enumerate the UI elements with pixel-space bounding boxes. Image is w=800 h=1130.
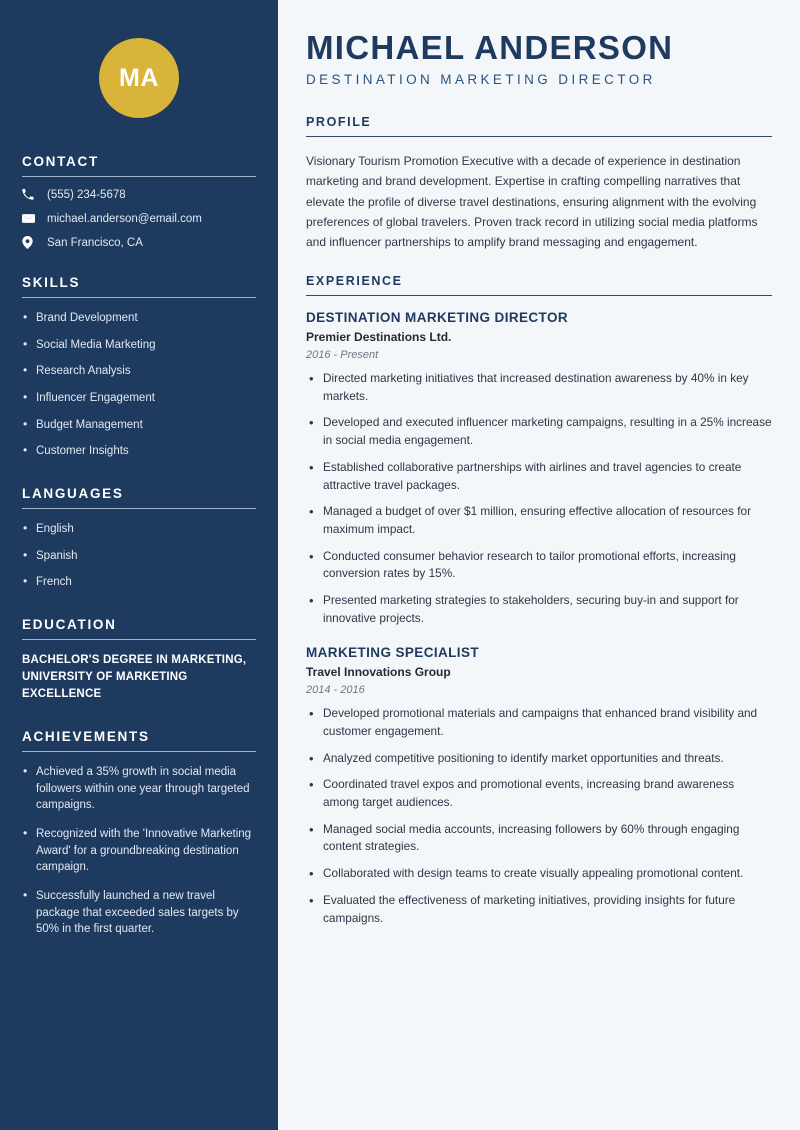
list-item: • Developed promotional materials and campaigns that enhanced brand visibility and customer engagement. [306,705,772,740]
languages-divider [22,508,256,509]
achievements-heading: ACHIEVEMENTS [22,729,150,745]
list-item: • Developed and executed influencer marketing campaigns, resulting in a 25% increase in social media engagement. [306,414,772,449]
experience-dates: 2016 - Present [306,349,379,362]
contact-section [22,154,256,249]
avatar-container [22,0,256,154]
list-item: • French [22,574,256,591]
achievements-list [22,764,256,938]
list-item: • Research Analysis [22,363,256,380]
list-item: • Customer Insights [22,443,256,460]
experience-company: Travel Innovations Group [306,665,451,680]
experience-bullets [306,370,772,627]
list-item: • Social Media Marketing [22,337,256,354]
phone-icon [22,189,40,201]
profile-section [306,115,772,252]
list-item: • Evaluated the effectiveness of marketing initiatives, providing insights for future campaigns. [306,892,772,927]
list-item: • Conducted consumer behavior research to tailor promotional efforts, increasing conversion rates by 15%. [306,548,772,583]
profile-heading: PROFILE [306,115,372,130]
languages-heading: LANGUAGES [22,486,124,502]
languages-list [22,521,256,591]
experience-bullets [306,705,772,927]
education-heading: EDUCATION [22,617,117,633]
contact-item-phone[interactable] [22,189,256,201]
contact-divider [22,176,256,177]
sidebar [0,0,278,1130]
location-pin-icon [22,236,40,249]
experience-heading: EXPERIENCE [306,274,403,289]
experience-company: Premier Destinations Ltd. [306,330,452,345]
skills-section [22,275,256,460]
list-item: • Managed social media accounts, increasing followers by 60% through engaging content strategies. [306,821,772,856]
list-item: • Directed marketing initiatives that increased destination awareness by 40% in key markets. [306,370,772,405]
skills-divider [22,297,256,298]
experience-dates: 2014 - 2016 [306,684,365,697]
experience-role: DESTINATION MARKETING DIRECTOR [306,310,569,326]
main-content [278,0,800,1130]
contact-heading: CONTACT [22,154,99,169]
experience-section [306,274,772,927]
education-section [22,617,256,703]
list-item: • Successfully launched a new travel package that exceeded sales targets by 50% in the first quarter. [22,888,256,938]
list-item: • Achieved a 35% growth in social media followers within one year through targeted campaigns. [22,764,256,814]
contact-phone-value: (555) 234-5678 [47,189,126,201]
list-item: • Coordinated travel expos and promotional events, increasing brand awareness among target audiences. [306,776,772,811]
contact-list [22,189,256,249]
list-item: • Brand Development [22,310,256,327]
contact-item-email[interactable] [22,212,256,225]
contact-item-location[interactable] [22,236,256,249]
experience-entry [306,310,772,627]
achievements-section [22,729,256,938]
education-divider [22,639,256,640]
experience-entry [306,645,772,927]
list-item: • Presented marketing strategies to stakeholders, securing buy-in and support for innovative projects. [306,592,772,627]
skills-list [22,310,256,460]
skills-heading: SKILLS [22,275,81,290]
list-item: • Recognized with the 'Innovative Marketing Award' for a groundbreaking destination campaign. [22,826,256,876]
list-item: • Established collaborative partnerships with airlines and travel agencies to create attractive travel packages. [306,459,772,494]
experience-divider [306,295,772,296]
list-item: • Collaborated with design teams to create visually appealing promotional content. [306,865,772,883]
list-item: • Budget Management [22,417,256,434]
avatar: MA [99,38,179,118]
list-item: • English [22,521,256,538]
profile-text: Visionary Tourism Promotion Executive with a decade of experience in destination marketing and brand development. Expertise in crafting compelling narratives that elevate the profile of diverse travel destinations, ensuring alignment with the evolving preferences of global travelers. Proven track record in utilizing social media platforms and influencer partnerships to amplify brand messaging and engagement. [306,154,758,249]
languages-section [22,486,256,591]
contact-email-value: michael.anderson@email.com [47,212,202,225]
education-entry: BACHELOR'S DEGREE IN MARKETING, UNIVERSITY OF MARKETING EXCELLENCE [22,654,247,701]
envelope-icon [22,212,40,225]
contact-location-value: San Francisco, CA [47,236,143,249]
professional-title: DESTINATION MARKETING DIRECTOR [306,72,656,88]
list-item: • Managed a budget of over $1 million, ensuring effective allocation of resources for maximum impact. [306,503,772,538]
profile-divider [306,136,772,137]
experience-role: MARKETING SPECIALIST [306,645,480,661]
achievements-divider [22,751,256,752]
list-item: • Influencer Engagement [22,390,256,407]
list-item: • Analyzed competitive positioning to identify market opportunities and threats. [306,750,772,768]
list-item: • Spanish [22,548,256,565]
page-title: MICHAEL ANDERSON [306,29,674,66]
